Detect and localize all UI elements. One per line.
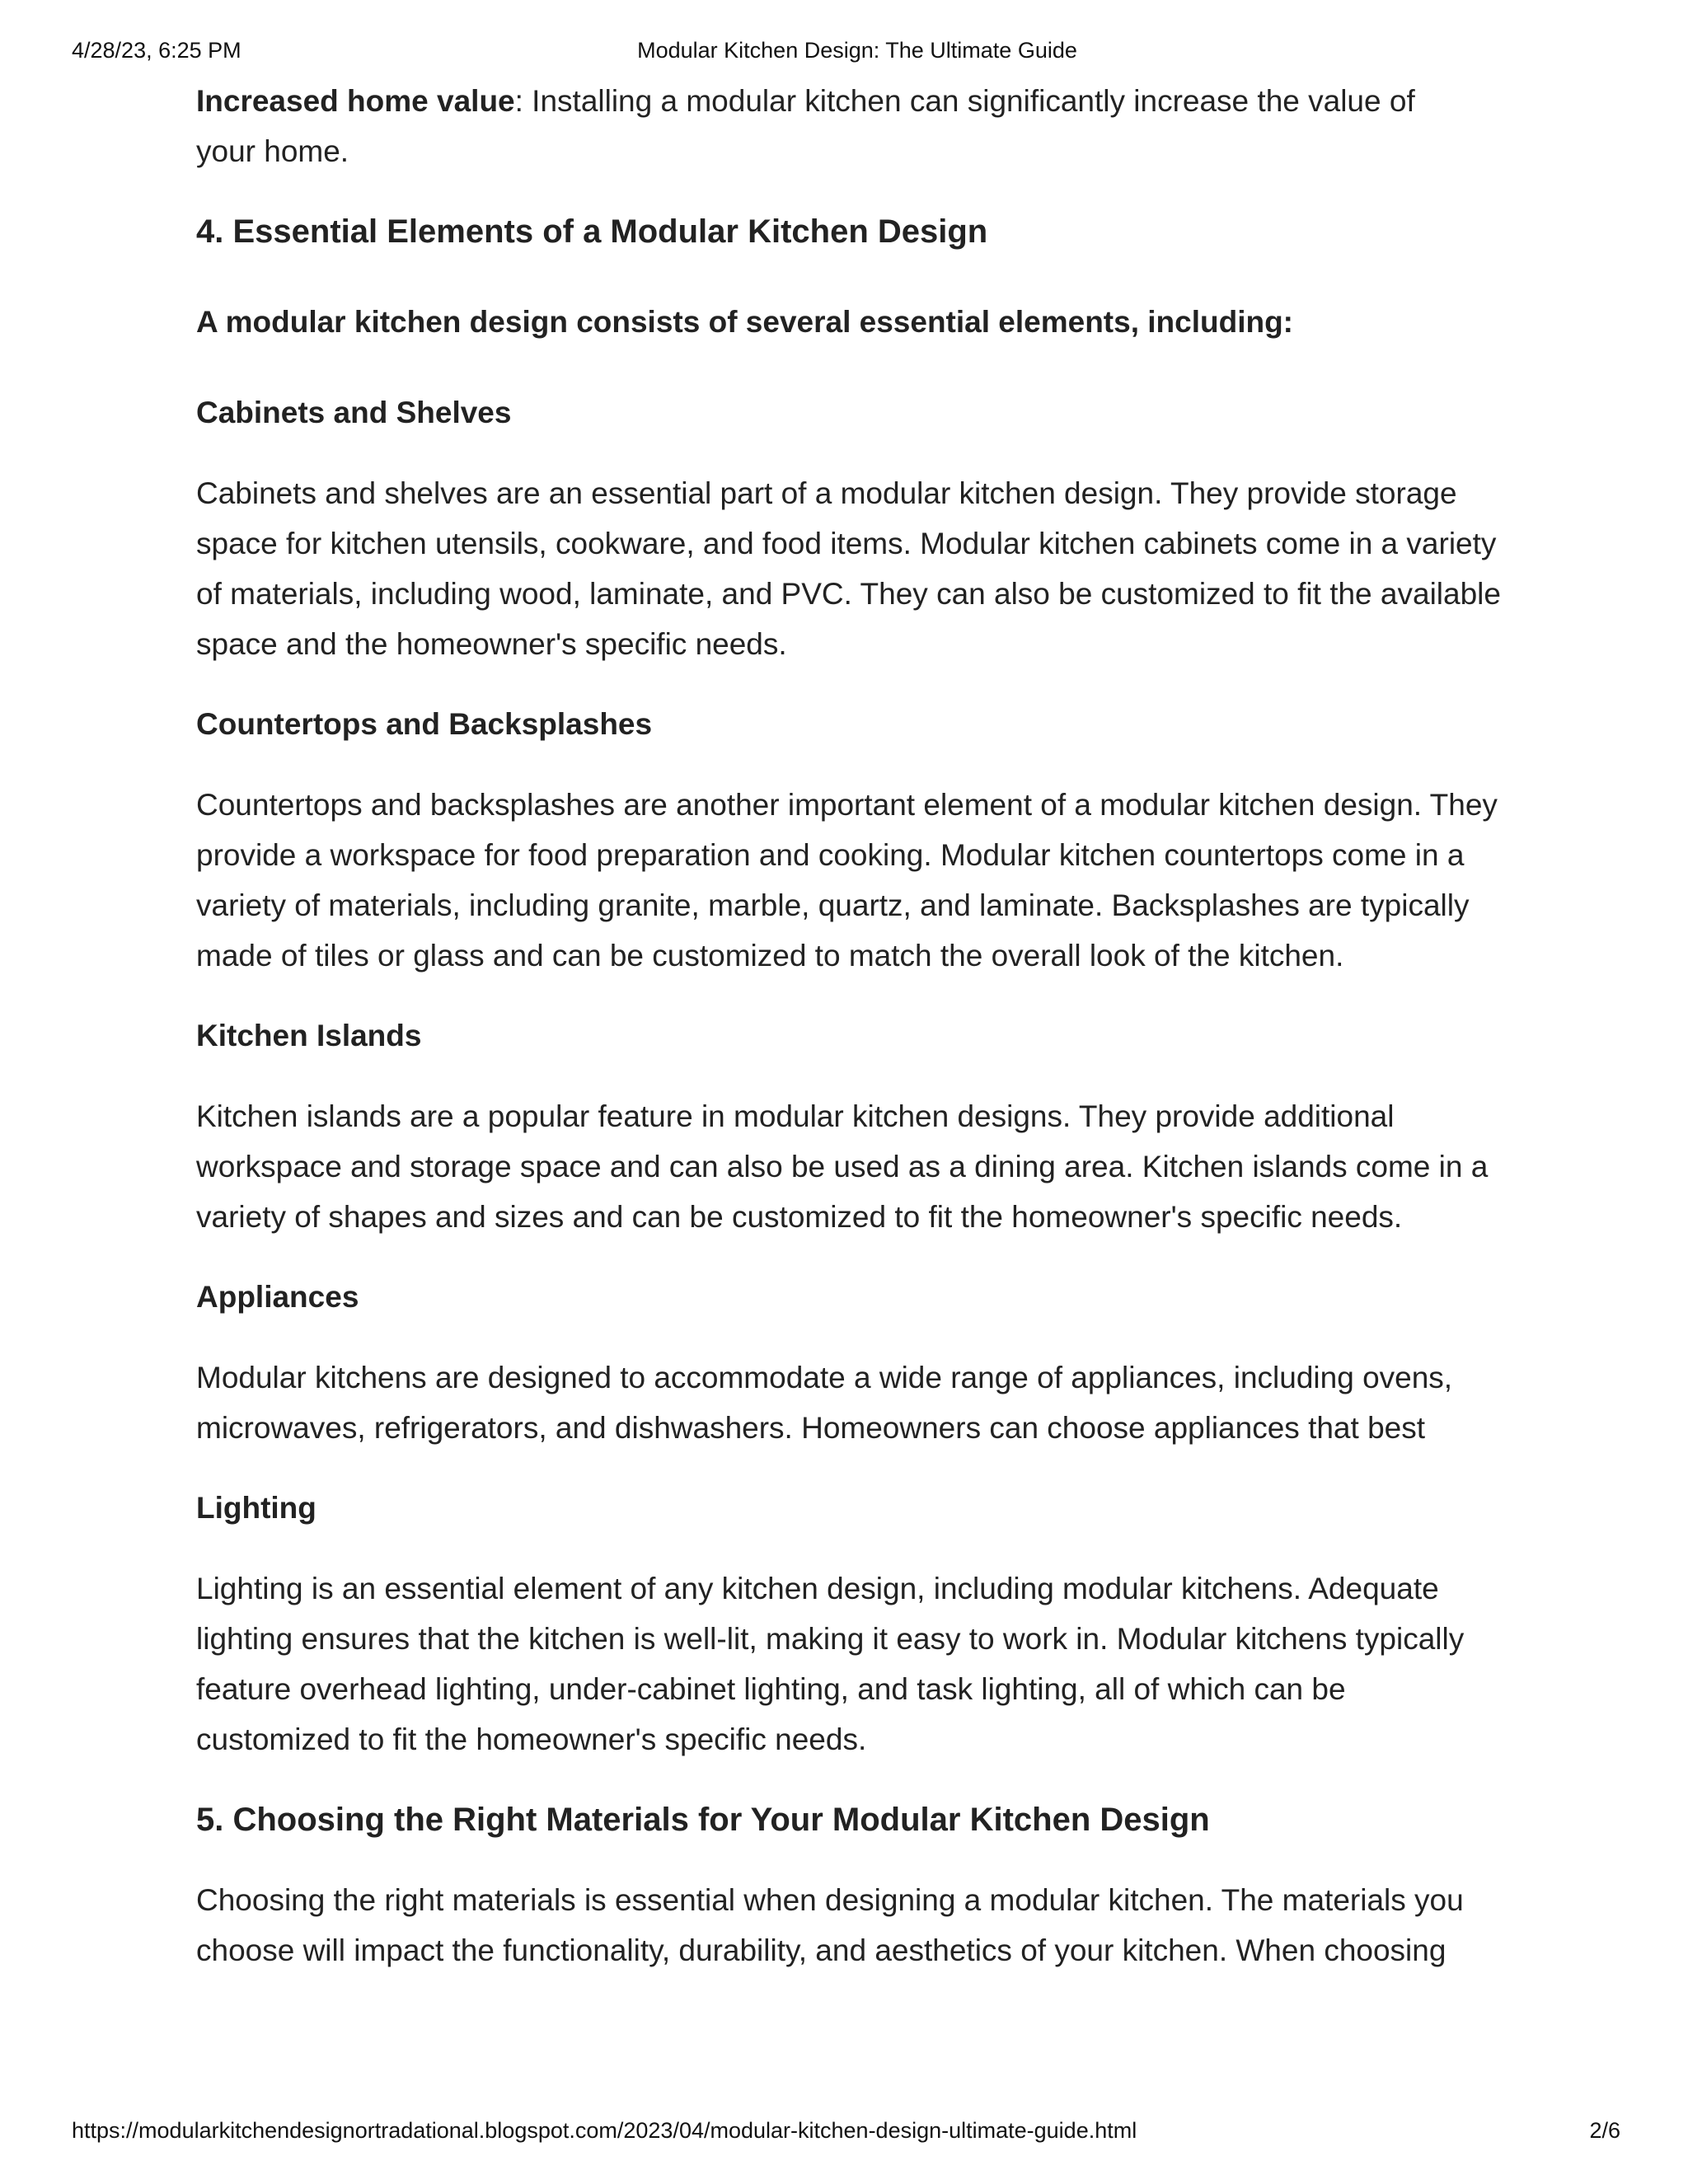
lighting-paragraph: Lighting is an essential element of any kitchen design, including modular kitchens. Adequate lighting ensures that the kitchen is well-lit, making it easy to work in. Modular kitchens typically feature overhead lighting, under-cabinet lighting, and task lighting, all of which can be customized to fit the homeowner's specific needs. bbox=[196, 1572, 1465, 1756]
print-timestamp: 4/28/23, 6:25 PM bbox=[72, 38, 241, 63]
cabinets-paragraph: Cabinets and shelves are an essential part of a modular kitchen design. They provide storage space for kitchen utensils, cookware, and food items. Modular kitchen cabinets come in a variety of materials, including wood, laminate, and PVC. They can also be customized to fit the available space and the homeowner's specific needs. bbox=[196, 476, 1501, 661]
intro-text: : Installing a modular kitchen can significantly increase the value of your home. bbox=[196, 84, 1415, 168]
section-4-lead: A modular kitchen design consists of several essential elements, including: bbox=[196, 305, 1294, 339]
section-5-paragraph: Choosing the right materials is essential when designing a modular kitchen. The materials you choose will impact the functionality, durability, and aesthetics of your kitchen. When choosing bbox=[196, 1883, 1464, 1967]
print-page-number: 2/6 bbox=[1589, 2118, 1620, 2143]
intro-paragraph bbox=[196, 76, 1482, 176]
print-header bbox=[0, 38, 1688, 71]
section-5-heading: 5. Choosing the Right Materials for Your Modular Kitchen Design bbox=[196, 1802, 1210, 1838]
appliances-heading: Appliances bbox=[196, 1280, 359, 1314]
countertops-heading: Countertops and Backsplashes bbox=[196, 707, 653, 741]
cabinets-heading: Cabinets and Shelves bbox=[196, 396, 512, 429]
lighting-heading: Lighting bbox=[196, 1491, 316, 1525]
kitchen-islands-heading: Kitchen Islands bbox=[196, 1019, 422, 1052]
print-url: https://modularkitchendesignortradational.blogspot.com/2023/04/modular-kitchen-design-ultimate-guide.html bbox=[72, 2118, 1137, 2143]
section-4-heading: 4. Essential Elements of a Modular Kitchen Design bbox=[196, 213, 988, 250]
kitchen-islands-paragraph: Kitchen islands are a popular feature in modular kitchen designs. They provide additional workspace and storage space and can also be used as a dining area. Kitchen islands come in a variety of shapes and sizes and can be customized to fit the homeowner's specific needs. bbox=[196, 1099, 1489, 1234]
countertops-paragraph: Countertops and backsplashes are another important element of a modular kitchen design. They provide a workspace for food preparation and cooking. Modular kitchen countertops come in a variety of materials, including granite, marble, quartz, and laminate. Backsplashes are typically made of tiles or glass and can be customized to match the overall look of the kitchen. bbox=[196, 788, 1498, 972]
appliances-paragraph: Modular kitchens are designed to accommodate a wide range of appliances, including ovens, microwaves, refrigerators, and dishwashers. Homeowners can choose appliances that best bbox=[196, 1361, 1453, 1445]
article-content bbox=[196, 76, 1507, 1975]
print-footer bbox=[0, 2118, 1688, 2151]
intro-bold-term: Increased home value bbox=[196, 84, 515, 118]
print-page-title: Modular Kitchen Design: The Ultimate Guide bbox=[637, 38, 1077, 63]
